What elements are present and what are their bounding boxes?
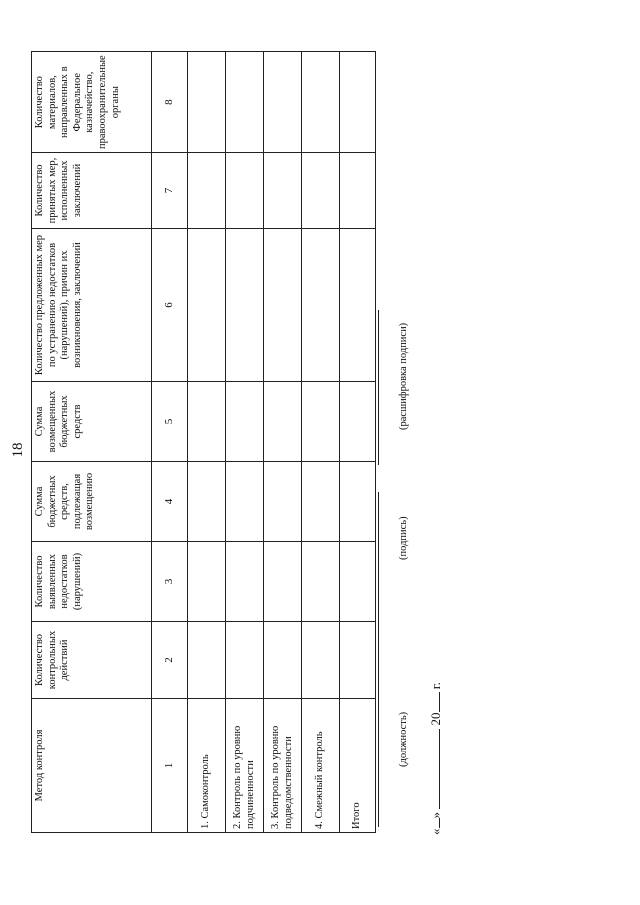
header-cell: Количество выявленных недостатков (нарушений) [32,542,152,622]
empty-cell [188,229,226,382]
table-row-adjacent-control [302,52,340,833]
signature-position-block [378,492,399,827]
table-row-total [340,52,376,833]
day-blank [439,819,440,829]
empty-cell [302,622,340,699]
month-blank [439,729,440,809]
empty-cell [264,382,302,462]
decoding-caption: (расшифровка подписи) [398,322,409,430]
header-cell: Сумма возмещенных бюджетных средств [32,382,152,462]
empty-cell [188,52,226,153]
open-quote: « [428,828,443,835]
empty-cell [226,229,264,382]
column-number: 5 [152,382,188,462]
row-label: 1. Самоконтроль [188,699,226,833]
empty-cell [340,382,376,462]
column-number: 3 [152,542,188,622]
page-number: 18 [10,442,26,458]
header-cell: Метод контроля [32,699,152,833]
empty-cell [302,382,340,462]
close-quote: » [428,812,443,819]
empty-cell [340,52,376,153]
year-suffix: г. [428,682,443,690]
table-row-subordination-control [226,52,264,833]
column-number: 2 [152,622,188,699]
empty-cell [302,153,340,229]
control-report-table [31,51,376,833]
empty-cell [264,229,302,382]
empty-cell [264,542,302,622]
empty-cell [302,52,340,153]
empty-cell [188,382,226,462]
empty-cell [340,229,376,382]
empty-cell [188,622,226,699]
signature-decoding-block [378,310,399,465]
empty-cell [264,462,302,542]
table-header-row [32,52,152,833]
empty-cell [226,622,264,699]
empty-cell [264,622,302,699]
total-label: Итого [340,699,376,833]
signature-line [378,492,379,827]
empty-cell [226,153,264,229]
empty-cell [302,542,340,622]
header-cell: Количество контрольных действий [32,622,152,699]
empty-cell [340,622,376,699]
empty-cell [226,382,264,462]
row-label: 2. Контроль по уровню подчиненности [226,699,264,833]
empty-cell [264,153,302,229]
column-number: 4 [152,462,188,542]
empty-cell [302,462,340,542]
header-cell: Количество принятых мер, исполненных заключений [32,153,152,229]
column-number: 6 [152,229,188,382]
empty-cell [188,542,226,622]
empty-cell [226,542,264,622]
empty-cell [226,462,264,542]
empty-cell [188,153,226,229]
empty-cell [226,52,264,153]
date-line [428,682,444,835]
year-prefix: 20 [428,712,443,726]
table-row-self-control [188,52,226,833]
empty-cell [340,462,376,542]
header-cell: Сумма бюджетных средств, подлежащая возмещению [32,462,152,542]
column-number: 8 [152,52,188,153]
position-caption: (должность) [398,711,409,767]
column-number: 7 [152,153,188,229]
signature-caption: (подпись) [398,516,409,560]
row-label: 4. Смежный контроль [302,699,340,833]
empty-cell [188,462,226,542]
header-cell: Количество предложенных мер по устранению недостатков (нарушений), причин их возникновения, заключений [32,229,152,382]
year-blank [439,693,440,713]
column-number-row [152,52,188,833]
header-cell: Количество материалов, направленных в Федеральное казначейство, правоохранительные органы [32,52,152,153]
empty-cell [340,542,376,622]
empty-cell [340,153,376,229]
empty-cell [302,229,340,382]
column-number: 1 [152,699,188,833]
row-label: 3. Контроль по уровню подведомственности [264,699,302,833]
empty-cell [264,52,302,153]
signature-line [378,310,379,465]
table-row-departmental-control [264,52,302,833]
